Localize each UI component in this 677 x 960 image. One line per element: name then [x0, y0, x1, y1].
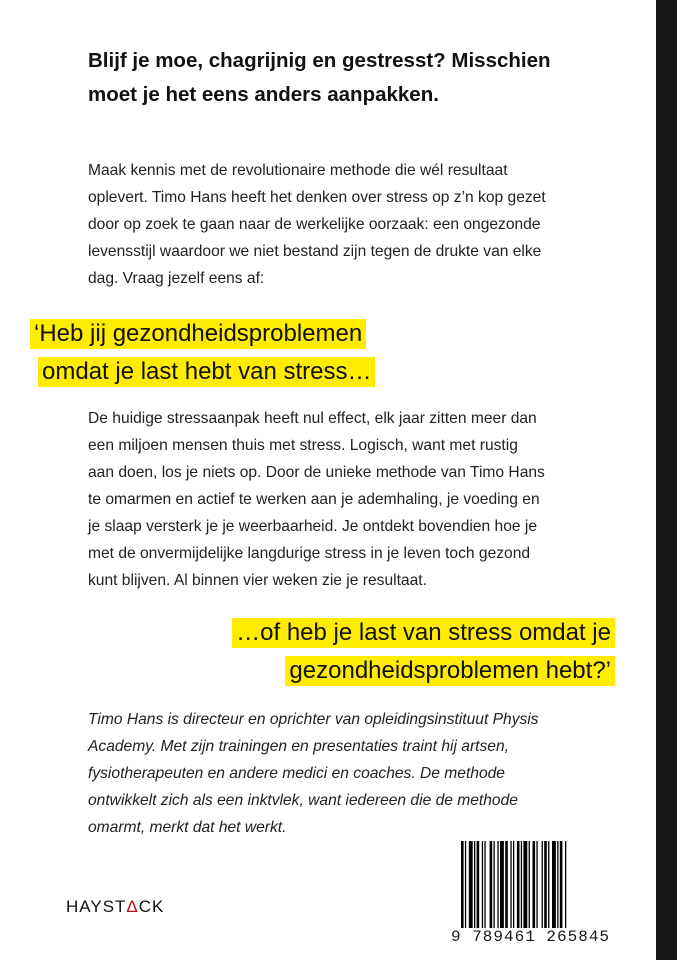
barcode-bar — [565, 841, 566, 942]
barcode-bar — [548, 841, 549, 931]
barcode-bar — [465, 841, 466, 942]
barcode-bar — [513, 841, 514, 931]
barcode-bar — [536, 841, 537, 931]
barcode-bar — [484, 841, 485, 931]
text-line: oplevert. Timo Hans heeft het denken over stress op z’n kop gezet — [88, 189, 546, 206]
logo-text: HAYST — [66, 897, 127, 916]
text-line: een miljoen mensen thuis met stress. Logisch, want met rustig — [88, 437, 518, 454]
barcode-bar — [482, 841, 483, 931]
barcode-bar — [490, 841, 493, 931]
body-paragraph — [88, 405, 545, 594]
text-line: levensstijl waardoor we niet bestand zijn tegen de drukte van elke — [88, 243, 542, 260]
barcode-bar — [544, 841, 547, 931]
book-spine-edge — [656, 0, 677, 960]
text-line: door op zoek te gaan naar de werkelijke oorzaak: een ongezonde — [88, 216, 541, 233]
quote-line: …of heb je last van stress omdat je — [232, 618, 615, 648]
quote-line: ‘Heb jij gezondheidsproblemen — [30, 319, 366, 349]
text-line: Academy. Met zijn trainingen en presentaties traint hij artsen, — [88, 738, 509, 755]
logo-text: CK — [138, 897, 165, 916]
heading-line: moet je het eens anders aanpakken. — [88, 83, 439, 106]
text-line: je slaap versterk je je weerbaarheid. Je ontdekt bovendien hoe je — [88, 518, 538, 535]
barcode-bar — [533, 841, 536, 931]
text-line: De huidige stressaanpak heeft nul effect, elk jaar zitten meer dan — [88, 410, 537, 427]
cover-heading — [88, 44, 551, 112]
text-line: omarmt, merkt dat het werkt. — [88, 819, 287, 836]
text-line: fysiotherapeuten en andere medici en coaches. De methode — [88, 765, 505, 782]
barcode-bar — [494, 841, 495, 931]
barcode-bar — [552, 841, 556, 931]
barcode-bar — [523, 841, 527, 931]
barcode-bar — [517, 841, 520, 931]
triangle-icon: Δ — [126, 897, 139, 916]
barcode-bar — [510, 841, 511, 931]
intro-paragraph — [88, 157, 546, 292]
barcode-bar — [477, 841, 480, 931]
barcode-bar — [461, 841, 464, 942]
barcode-bar — [500, 841, 504, 931]
text-line: kunt blijven. Al binnen vier weken zie je resultaat. — [88, 572, 427, 589]
barcode-bar — [521, 841, 522, 931]
author-bio — [88, 706, 539, 841]
text-line: aan doen, los je niets op. Door de unieke methode van Timo Hans — [88, 464, 545, 481]
heading-line: Blijf je moe, chagrijnig en gestresst? Misschien — [88, 49, 551, 72]
barcode-bar — [557, 841, 558, 931]
text-line: te omarmen en actief te werken aan je ademhaling, je voeding en — [88, 491, 540, 508]
pull-quote-2 — [232, 618, 615, 694]
barcode-bar — [474, 841, 475, 931]
text-line: Timo Hans is directeur en oprichter van opleidingsinstituut Physis — [88, 711, 539, 728]
barcode-bar — [505, 841, 508, 931]
text-line: dag. Vraag jezelf eens af: — [88, 270, 265, 287]
barcode-bar — [469, 841, 473, 931]
quote-line: omdat je last hebt van stress… — [38, 357, 375, 387]
text-line: Maak kennis met de revolutionaire methode die wél resultaat — [88, 162, 508, 179]
text-line: ontwikkelt zich als een inktvlek, want iedereen die de methode — [88, 792, 518, 809]
pull-quote-1 — [30, 319, 375, 395]
barcode-bar — [560, 841, 563, 931]
barcode-bar — [497, 841, 498, 931]
isbn-number: 9 789461 265845 — [451, 928, 611, 946]
text-line: met de onvermijdelijke langdurige stress in je leven toch gezond — [88, 545, 531, 562]
quote-line: gezondheidsproblemen hebt?’ — [285, 656, 615, 686]
barcode-bar — [529, 841, 530, 931]
publisher-logo — [66, 897, 164, 917]
barcode-bar — [542, 841, 543, 931]
